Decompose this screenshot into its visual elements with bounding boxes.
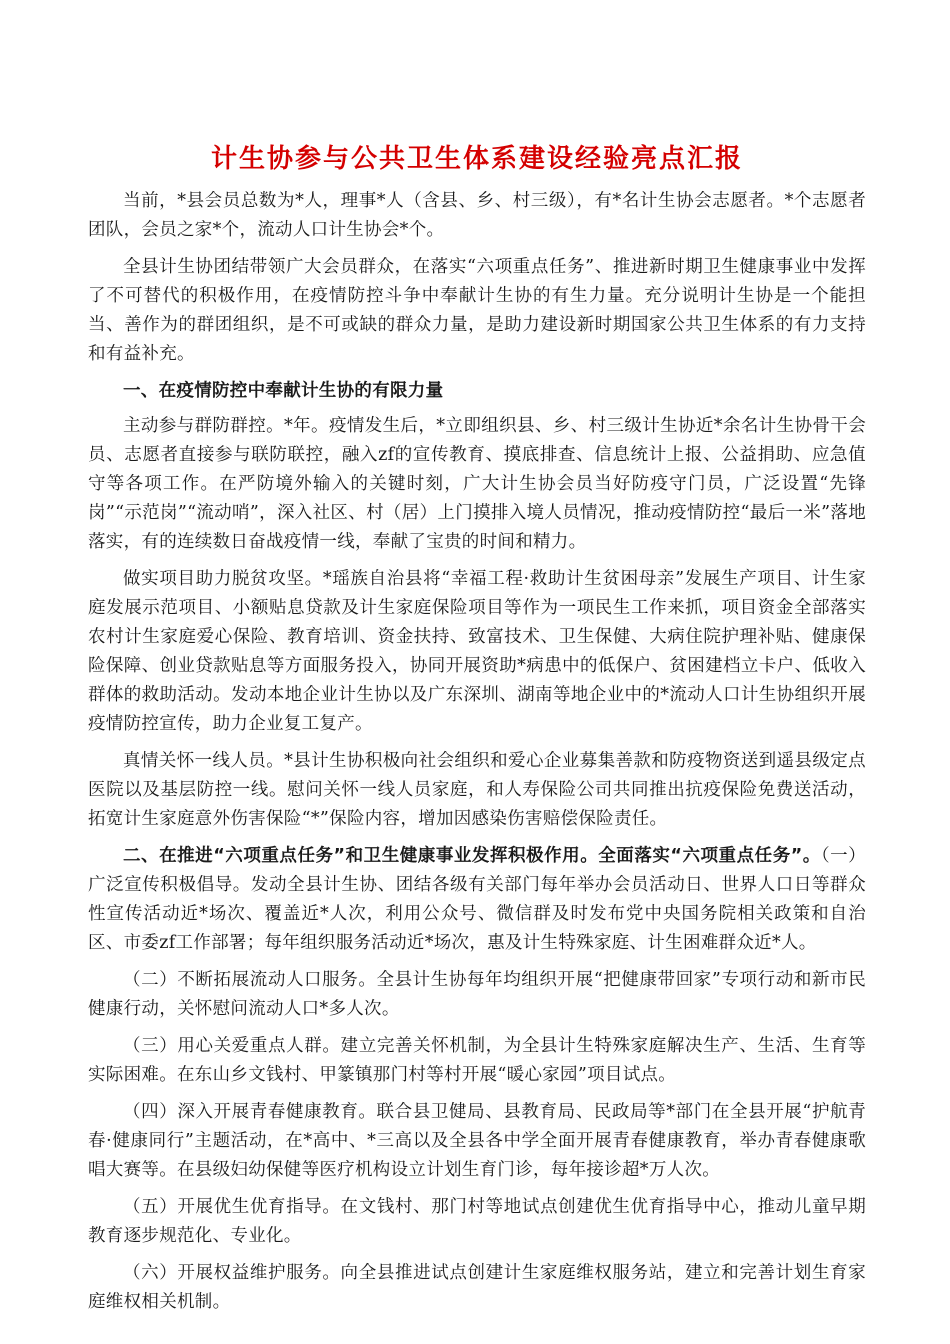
section-2-item-4: （四）深入开展青春健康教育。联合县卫健局、县教育局、民政局等*部门在全县开展“护航青春·健康同行”主题活动，在*高中、*三高以及全县各中学全面开展青春健康教育，举办青春健康歌唱大赛等。在县级妇幼保健等医疗机构设立计划生育门诊，每年接诊超*万人次。 (88, 1102, 866, 1180)
section-2-item-1: （一）广泛宣传积极倡导。发动全县计生协、团结各级有关部门每年举办会员活动日、世界人口日等群众性宣传活动近*场次、覆盖近*人次，利用公众号、微信群及时发布党中央国务院相关政策和自治区、市委zf工作部署；每年组织服务活动近*场次，惠及计生特殊家庭、计生困难群众近*人。 (88, 846, 866, 953)
section-1-paragraph-2: 做实项目助力脱贫攻坚。*瑶族自治县将“幸福工程·救助计生贫困母亲”发展生产项目、计生家庭发展示范项目、小额贴息贷款及计生家庭保险项目等作为一项民生工作来抓，项目资金全部落实农村计生家庭爱心保险、教育培训、资金扶持、致富技术、卫生保健、大病住院护理补贴、健康保险保障、创业贷款贴息等方面服务投入，协同开展资助*病患中的低保户、贫困建档立卡户、低收入群体的救助活动。发动本地企业计生协以及广东深圳、湖南等地企业中的*流动人口计生协组织开展疫情防控宣传，助力企业复工复产。 (88, 569, 866, 734)
intro-paragraph-2: 全县计生协团结带领广大会员群众，在落实“六项重点任务”、推进新时期卫生健康事业中发挥了不可替代的积极作用，在疫情防控斗争中奉献计生协的有生力量。充分说明计生协是一个能担当、善作为的群团组织，是不可或缺的群众力量，是助力建设新时期国家公共卫生体系的有力支持和有益补充。 (88, 257, 866, 364)
document-page (88, 138, 866, 1325)
section-1-heading: 一、在疫情防控中奉献计生协的有限力量 (123, 381, 444, 401)
section-2-item-2: （二）不断拓展流动人口服务。全县计生协每年均组织开展“把健康带回家”专项行动和新市民健康行动，关怀慰问流动人口*多人次。 (88, 970, 866, 1019)
section-1-paragraph-1: 主动参与群防群控。*年。疫情发生后，*立即组织县、乡、村三级计生协近*余名计生协骨干会员、志愿者直接参与联防联控，融入zf的宣传教育、摸底排查、信息统计上报、公益捐助、应急值守等各项工作。在严防境外输入的关键时刻，广大计生协会员当好防疫守门员，广泛设置“先锋岗”“示范岗”“流动哨”，深入社区、村（居）上门摸排入境人员情况，推动疫情防控“最后一米”落地落实，有的连续数日奋战疫情一线，奉献了宝贵的时间和精力。 (88, 416, 866, 552)
intro-paragraph-1: 当前，*县会员总数为*人，理事*人（含县、乡、村三级），有*名计生协会志愿者。*个志愿者团队，会员之家*个，流动人口计生协会*个。 (88, 191, 866, 240)
section-2-lead-paragraph (88, 842, 866, 958)
section-1-paragraph-3: 真情关怀一线人员。*县计生协积极向社会组织和爱心企业募集善款和防疫物资送到遥县级定点医院以及基层防控一线。慰问关怀一线人员家庭，和人寿保险公司共同推出抗疫保险免费送活动，拓宽计生家庭意外伤害保险“*”保险内容，增加因感染伤害赔偿保险责任。 (88, 751, 866, 829)
document-title: 计生协参与公共卫生体系建设经验亮点汇报 (210, 144, 743, 174)
section-2-item-5: （五）开展优生优育指导。在文钱村、那门村等地试点创建优生优育指导中心，推动儿童早期教育逐步规范化、专业化。 (88, 1197, 866, 1246)
section-2-heading: 二、在推进“六项重点任务”和卫生健康事业发挥积极作用。全面落实“六项重点任务”。 (123, 846, 821, 866)
section-2-item-6: （六）开展权益维护服务。向全县推进试点创建计生家庭维权服务站，建立和完善计划生育家庭维权相关机制。 (88, 1263, 866, 1312)
section-2-item-3: （三）用心关爱重点人群。建立完善关怀机制，为全县计生特殊家庭解决生产、生活、生育等实际困难。在东山乡文钱村、甲篆镇那门村等村开展“暖心家园”项目试点。 (88, 1036, 866, 1085)
